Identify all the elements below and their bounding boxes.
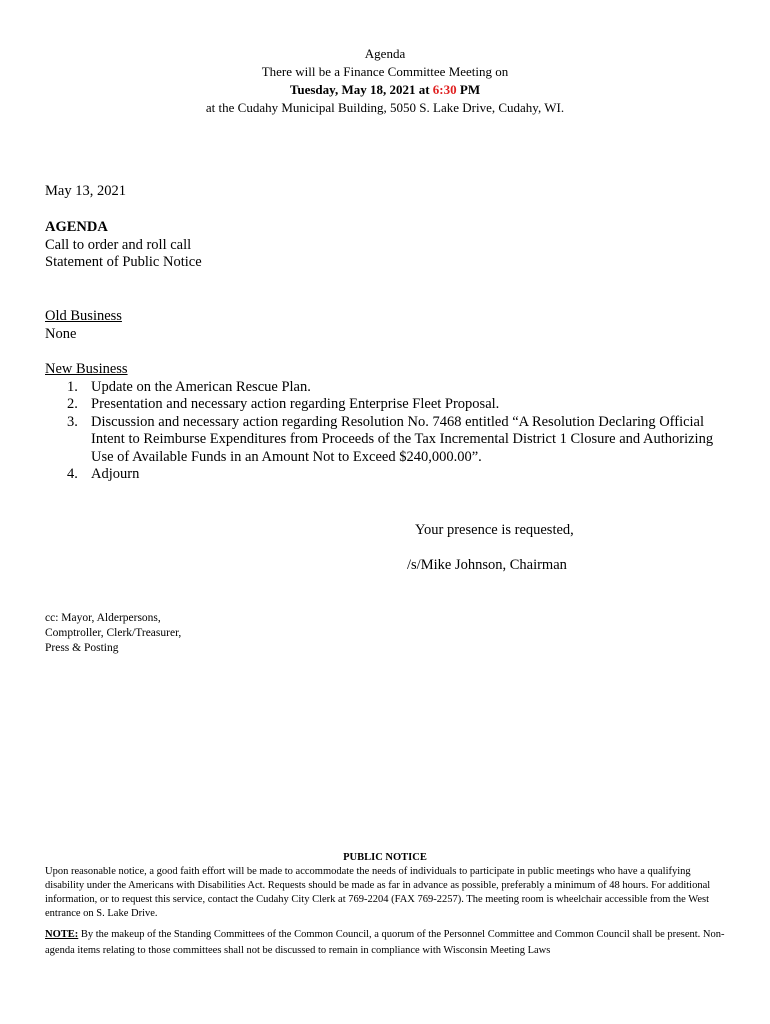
header-block (0, 45, 770, 117)
new-business-list (45, 379, 735, 484)
old-business-heading: Old Business (45, 308, 122, 324)
document-date: May 13, 2021 (45, 183, 126, 199)
list-item-text: Presentation and necessary action regarding Enterprise Fleet Proposal. (91, 396, 500, 412)
agenda-section (45, 219, 202, 272)
agenda-item-public-notice: Statement of Public Notice (45, 254, 202, 270)
list-item-text: Update on the American Rescue Plan. (91, 378, 311, 395)
header-time: 6:30 (432, 82, 457, 97)
agenda-item-call-to-order: Call to order and roll call (45, 236, 192, 253)
header-meeting-line: There will be a Finance Committee Meeting on (261, 64, 509, 79)
list-item-number: 1. (67, 378, 78, 395)
public-notice-heading: PUBLIC NOTICE (343, 852, 427, 863)
header-date: Tuesday, May 18, 2021 at (289, 82, 433, 97)
cc-line-1: cc: Mayor, Alderpersons, (45, 612, 161, 624)
new-business-heading: New Business (45, 361, 128, 377)
header-location: at the Cudahy Municipal Building, 5050 S. Lake Drive, Cudahy, WI. (205, 100, 565, 115)
old-business-section (45, 308, 122, 343)
old-business-text: None (45, 325, 77, 342)
list-item-number: 4. (67, 466, 78, 482)
note-label: NOTE: (45, 929, 79, 940)
list-item-text: Discussion and necessary action regarding Resolution No. 7468 entitled “A Resolution Declaring Official Intent to Reimburse Expenditures from Proceeds of the Tax Incremental District 1 Closure and Authorizing Use of Available Funds in an Amount Not to Exceed $240,000.00”. (91, 413, 714, 465)
header-pm: PM (456, 82, 481, 97)
signature-name: /s/Mike Johnson, Chairman (407, 557, 567, 573)
cc-block (45, 611, 181, 656)
header-agenda-title: Agenda (364, 46, 406, 61)
list-item (45, 379, 735, 397)
public-notice-section (45, 851, 725, 959)
header-date-line (0, 81, 770, 99)
list-item (45, 414, 735, 467)
public-notice-text: Upon reasonable notice, a good faith effort will be made to accommodate the needs of individuals to participate in public meetings who have a qualifying disability under the Americans with Disabilities Act. Requests should be made as far in advance as possible, preferably a minimum of 48 hours. For additional information, or to request this service, contact the Cudahy City Clerk at 769-2204 (FAX 769-2257). The meeting room is wheelchair accessible from the West entrance on S. Lake Drive. (45, 866, 711, 919)
note-text: By the makeup of the Standing Committees of the Common Council, a quorum of the Personnel Committee and Common Council shall be present. Non-agenda items relating to those committees shall not be discussed to remain in compliance with Wisconsin Meeting Laws (45, 929, 725, 956)
list-item-number: 3. (67, 413, 78, 430)
list-item (45, 466, 735, 484)
note-paragraph (45, 927, 725, 959)
list-item-text: Adjourn (91, 466, 140, 482)
cc-line-3: Press & Posting (45, 642, 119, 654)
cc-line-2: Comptroller, Clerk/Treasurer, (45, 627, 182, 639)
new-business-section (45, 361, 735, 484)
agenda-heading: AGENDA (45, 219, 108, 235)
list-item (45, 396, 735, 414)
list-item-number: 2. (67, 396, 78, 412)
presence-requested: Your presence is requested, (415, 522, 574, 538)
